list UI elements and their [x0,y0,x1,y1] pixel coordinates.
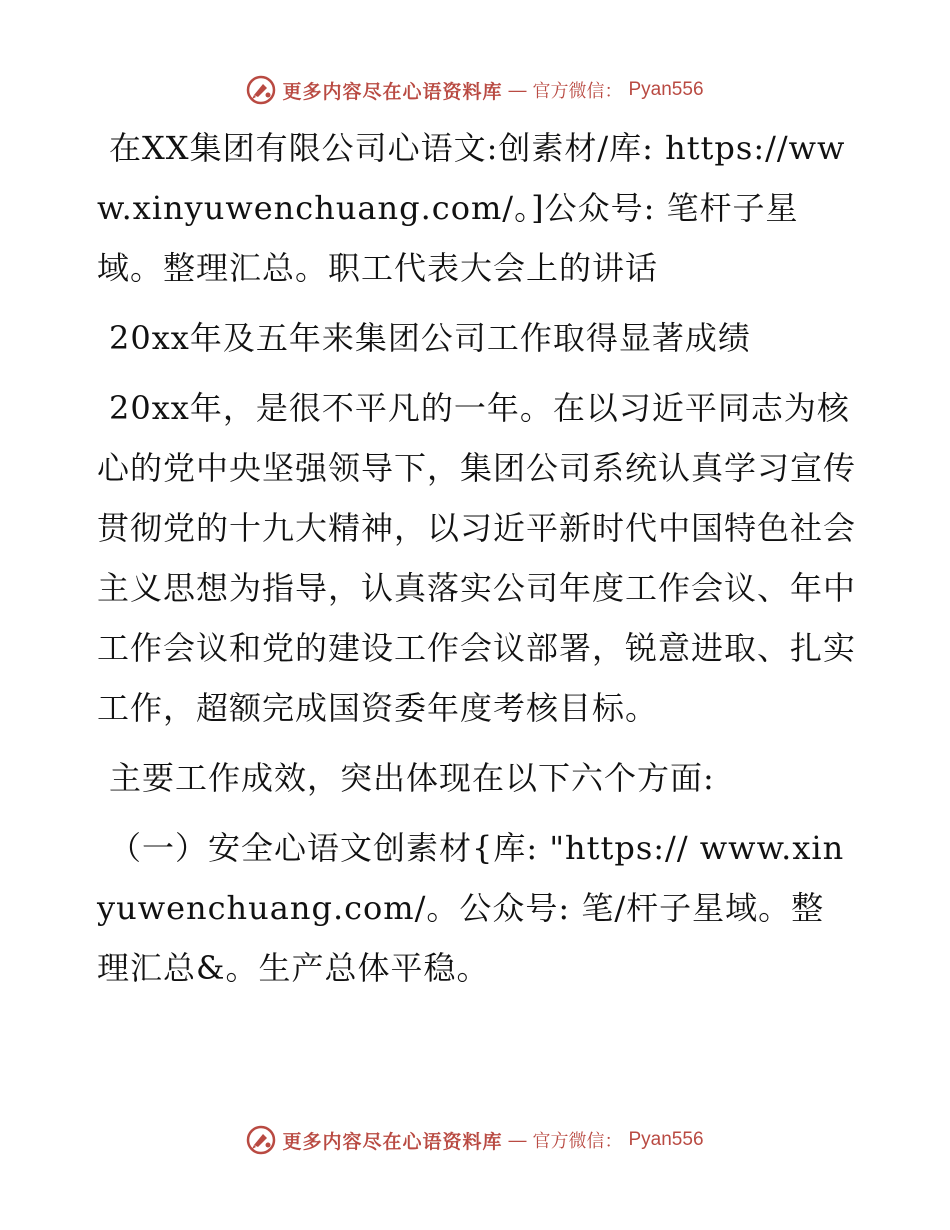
paragraph-summary: 主要工作成效，突出体现在以下六个方面: [109,759,715,797]
pen-nib-logo-icon [246,1125,276,1155]
footer-banner [0,1120,950,1160]
banner-wechat-label: 官方微信： [532,81,623,102]
paragraph-title: 在XX集团有限公司心语文:创素材/库: https://www.xinyuwenchuang.com/。]公众号: 笔杆子星域。整理汇总。职工代表大会上的讲话 [97,129,846,287]
banner-separator: — [508,79,527,100]
document-body [97,118,857,1008]
banner-wechat-id: Pyan556 [628,1129,704,1150]
header-banner [0,70,950,110]
paragraph-body: 20xx年，是很不平凡的一年。在以习近平同志为核心的党中央坚强领导下，集团公司系统认真学习宣传贯彻党的十九大精神，以习近平新时代中国特色社会主义思想为指导，认真落实公司年度工作会议、年中工作会议和党的建设工作会议部署，锐意进取、扎实工作，超额完成国资委年度考核目标。 [97,389,857,727]
paragraph-item-one: （一）安全心语文创素材{库: "https:// www.xinyuwenchuang.com/。公众号: 笔/杆子星域。整理汇总&。生产总体平稳。 [97,829,845,987]
banner-inner [246,75,703,105]
banner-text: 更多内容尽在心语资料库 [282,80,503,103]
pen-nib-logo-icon [246,75,276,105]
banner-text: 更多内容尽在心语资料库 [282,1130,503,1153]
banner-wechat-id: Pyan556 [628,79,704,100]
banner-wechat-label: 官方微信： [532,1131,623,1152]
paragraph-section-heading: 20xx年及五年来集团公司工作取得显著成绩 [109,319,751,357]
banner-inner [246,1125,703,1155]
banner-separator: — [508,1129,527,1150]
